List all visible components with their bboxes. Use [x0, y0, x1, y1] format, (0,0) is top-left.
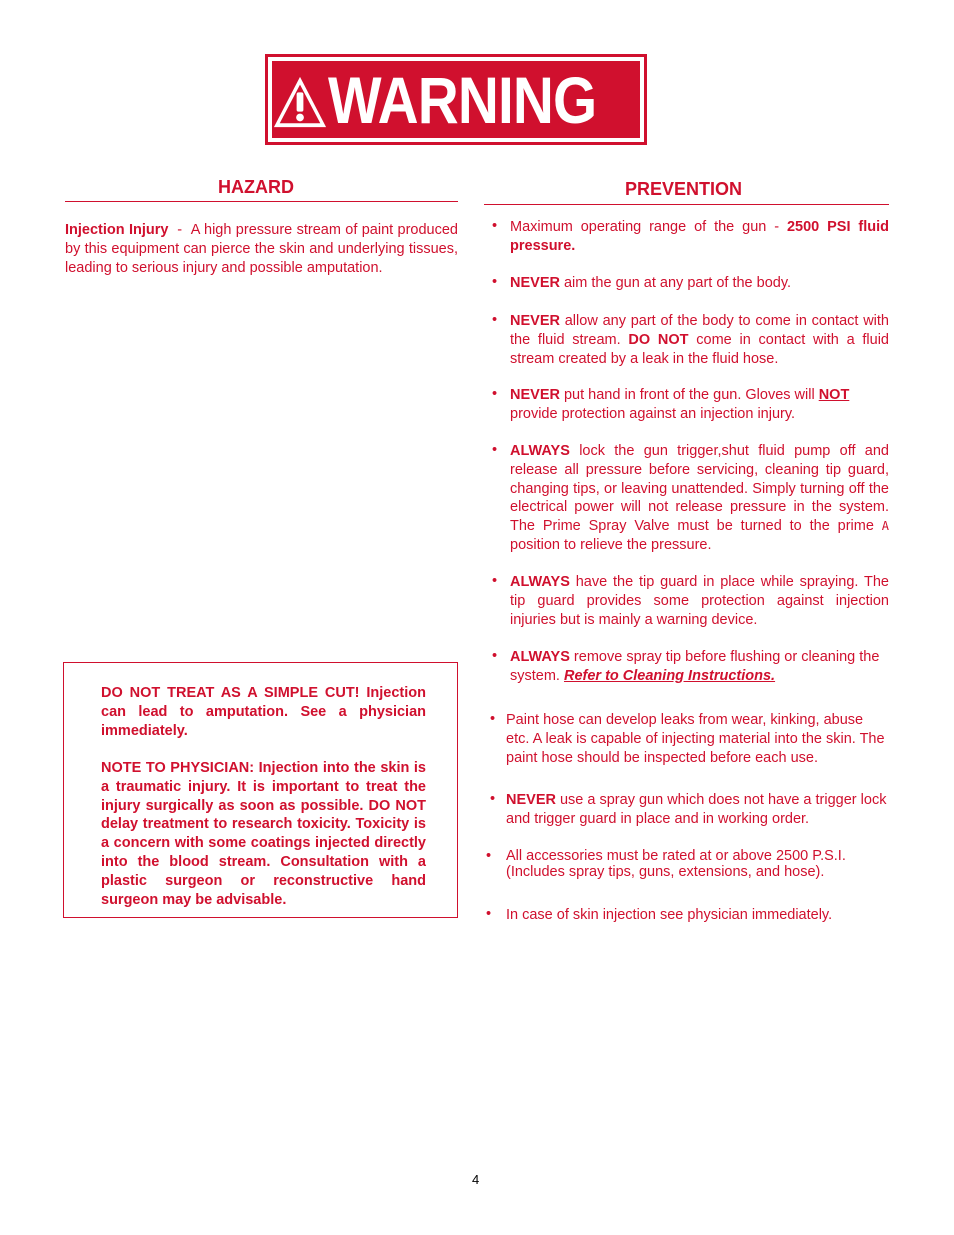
physician-note-paragraph: NOTE TO PHYSICIAN: Injection into the skin is a traumatic injury. It is important to treat the injury surgically as soon as possible. DO NOT delay treatment to research toxicity. Toxicity is a concern with some coatings injected directly into the blood stream. Consultation with a plastic surgeon or reconstructive hand surgeon may be advisable.: [101, 760, 426, 908]
do-not-treat-paragraph: DO NOT TREAT AS A SIMPLE CUT! Injection can lead to amputation. See a physician immediately.: [101, 685, 426, 739]
prevention-item-text: NEVER use a spray gun which does not have a trigger lock and trigger guard in place and in working order.: [506, 792, 887, 827]
prevention-item-text: NEVER allow any part of the body to come in contact with the fluid stream. DO NOT come in contact with a fluid stream created by a leak in the fluid hose.: [510, 313, 889, 367]
page-number: 4: [472, 1172, 480, 1187]
prevention-item-text: NEVER put hand in front of the gun. Gloves will NOT provide protection against an injection injury.: [510, 387, 850, 422]
prevention-item-text: NEVER aim the gun at any part of the body.: [510, 275, 792, 291]
prevention-item-text: In case of skin injection see physician immediately.: [506, 907, 833, 923]
injury-text: A high pressure stream of paint produced by this equipment can pierce the skin and underlying tissues, leading to serious injury and possible amputation.: [65, 222, 458, 276]
hazard-rule: [65, 201, 458, 202]
hazard-heading: HAZARD: [218, 177, 294, 197]
prevention-item-text: ALWAYS lock the gun trigger,shut fluid pump off and release all pressure before servicing, cleaning tip guard, changing tips, or leaving unattended. Simply turning off the electrical power will not release pressure in the system. The Prime Spray Valve must be turned to the prime A position to relieve the pressure.: [510, 443, 889, 553]
warning-banner: [265, 54, 647, 145]
prevention-item-text: ALWAYS remove spray tip before flushing or cleaning the system. Refer to Cleaning Instructions.: [510, 649, 880, 684]
bullet-icon: •: [492, 648, 498, 664]
prevention-item-text: Maximum operating range of the gun - 2500 PSI fluid pressure.: [510, 219, 889, 254]
bullet-icon: •: [486, 848, 492, 864]
bullet-icon: •: [492, 274, 498, 290]
prevention-rule: [484, 204, 889, 205]
bullet-icon: •: [486, 906, 492, 922]
warning-banner-fill: [272, 61, 640, 138]
warning-triangle-icon: [272, 74, 328, 130]
injury-label: Injection Injury: [65, 222, 169, 238]
bullet-icon: •: [492, 573, 498, 589]
prevention-heading: PREVENTION: [625, 179, 743, 199]
prevention-item-text: Paint hose can develop leaks from wear, kinking, abuse etc. A leak is capable of injecting material into the skin. The paint hose should be inspected before each use.: [506, 712, 885, 766]
bullet-icon: •: [492, 386, 498, 402]
bullet-icon: •: [490, 711, 496, 727]
bullet-icon: •: [490, 791, 496, 807]
cleaning-instructions-link[interactable]: Refer to Cleaning Instructions.: [563, 667, 776, 684]
prevention-item-text: All accessories must be rated at or above 2500 P.S.I. (Includes spray tips, guns, extensions, and hose).: [506, 848, 846, 880]
bullet-icon: •: [492, 218, 498, 234]
bullet-icon: •: [492, 312, 498, 328]
prevention-item-text: ALWAYS have the tip guard in place while spraying. The tip guard provides some protection against injection injuries but is mainly a warning device.: [510, 574, 889, 628]
injury-separator: -: [177, 222, 183, 238]
bullet-icon: •: [492, 442, 498, 458]
hazard-paragraph: [65, 221, 458, 277]
warning-title: WARNING: [328, 62, 597, 137]
